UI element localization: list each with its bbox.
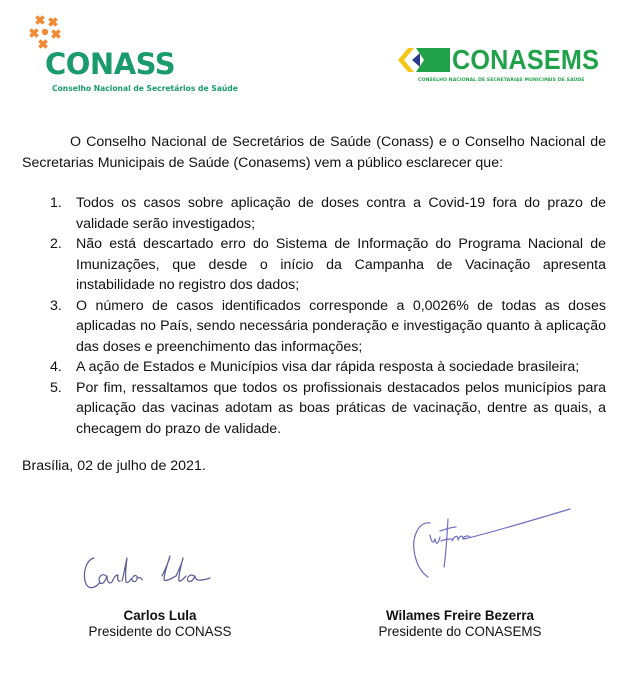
list-item	[22, 234, 606, 296]
signatory-conass	[70, 608, 250, 640]
list-item-text: O número de casos identificados corresponde a 0,0026% de todas as doses aplicadas no País, sendo necessária ponderação e investigação quanto à aplicação das doses e preenchimento das informações;	[76, 297, 606, 355]
signatory-name: Wilames Freire Bezerra	[386, 608, 534, 623]
conasems-logo-name: CONASEMS	[452, 44, 600, 75]
conasems-logo	[398, 46, 608, 96]
date-line: Brasília, 02 de julho de 2021.	[22, 458, 206, 474]
conass-logo-name: CONASS	[45, 47, 176, 81]
signature-carlos-lula	[80, 548, 220, 593]
list-item	[22, 378, 606, 440]
list-item-number: 2.	[50, 236, 62, 252]
list-item-number: 4.	[50, 359, 62, 375]
signatory-conasems	[355, 608, 565, 640]
list-item	[22, 193, 606, 234]
list-item	[22, 296, 606, 358]
statement-list	[22, 193, 606, 439]
list-item-text: Todos os casos sobre aplicação de doses contra a Covid-19 fora do prazo de validade serão investigados;	[76, 195, 606, 232]
list-item-text: Não está descartado erro do Sistema de Informação do Programa Nacional de Imunizações, que desde o início da Campanha de Vacinação apresenta instabilidade no registro dos dados;	[76, 236, 606, 293]
list-item-number: 5.	[50, 379, 62, 396]
list-item-text: A ação de Estados e Municípios visa dar rápida resposta à sociedade brasileira;	[76, 359, 580, 375]
conasems-logo-subtitle: CONSELHO NACIONAL DE SECRETARIAS MUNICIPAIS DE SAÚDE	[418, 78, 585, 83]
signatory-title: Presidente do CONASEMS	[378, 624, 542, 639]
list-item-number: 3.	[50, 297, 62, 314]
signature-wilames-freire	[400, 505, 580, 590]
signatory-name: Carlos Lula	[123, 608, 197, 623]
list-item-text: Por fim, ressaltamos que todos os profissionais destacados pelos municípios para aplicação das vacinas adotam as boas práticas de vacinação, dentre as quais, a checagem do prazo de validade.	[76, 379, 606, 437]
conass-logo	[27, 15, 238, 93]
conasems-flag-icon	[398, 48, 450, 72]
list-item	[22, 357, 606, 378]
list-item-number: 1.	[50, 195, 62, 211]
intro-paragraph: O Conselho Nacional de Secretários de Saúde (Conass) e o Conselho Nacional de Secretarias Municipais de Saúde (Conasems) vem a público esclarecer que:	[22, 134, 606, 171]
conass-logo-subtitle: Conselho Nacional de Secretários de Saúde	[52, 84, 238, 93]
signatory-title: Presidente do CONASS	[88, 624, 232, 639]
